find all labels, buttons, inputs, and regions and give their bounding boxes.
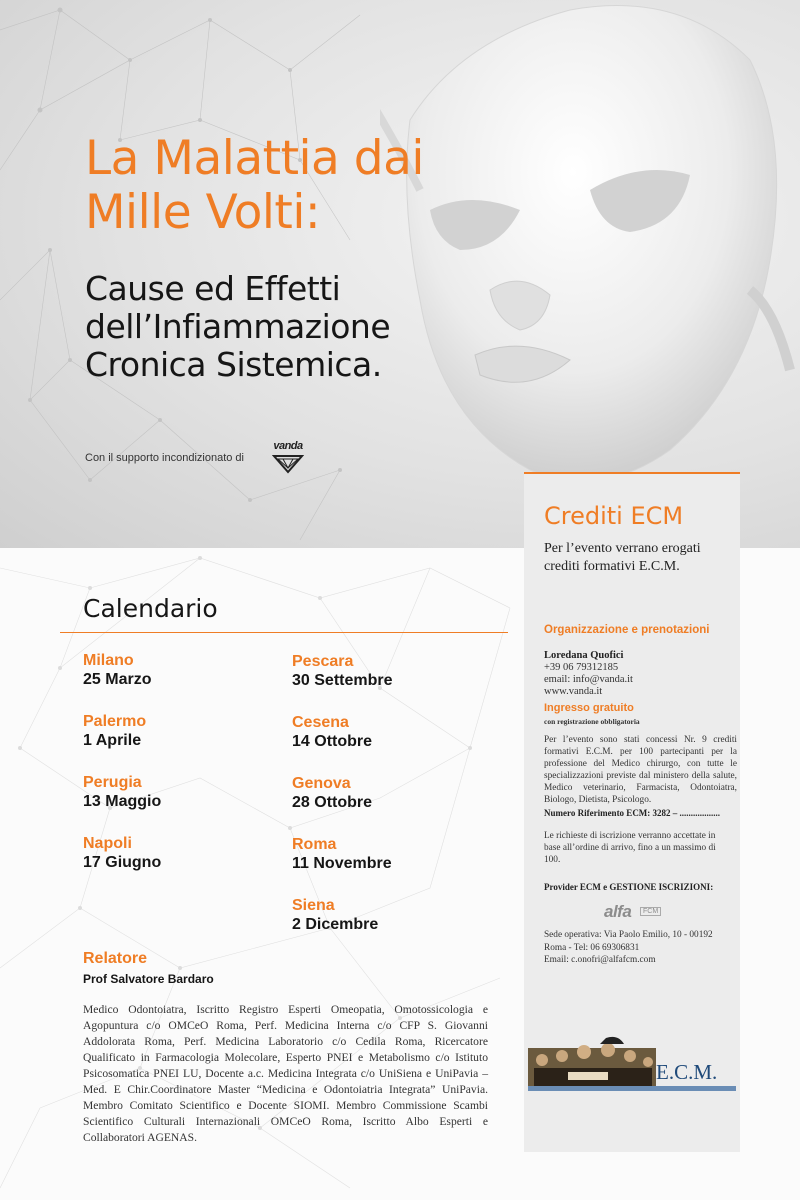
event-subtitle xyxy=(85,270,390,384)
calendar-entry xyxy=(292,713,492,752)
panel-title: Crediti ECM xyxy=(544,502,684,530)
event-subtitle-line: dell’Infiammazione xyxy=(85,307,391,346)
event-subtitle-line: Cause ed Effetti xyxy=(85,269,341,308)
relatore-bio: Medico Odontoiatra, Iscritto Registro Esperti Omeopatia, Omotossicologia e Agopuntura c/o OMCeO Roma, Perf. Medicina Interna c/o CFP S. Giovanni Addolorata Roma, Perf. Medicina Laboratorio c/o Cedila Roma, Ricercatore Qualificato in Farmacologia Molecolare, Esperto PNEI e Metabolismo c/o Istituto Psicosomatica PNEI LU, Docente a.c. Medicina Integrata c/o UniSiena e UniPavia – Med. E Chir.Coordinatore Master “Medicina e Odontoiatria Integrata” UniPavia. Membro Comitato Scientifico e Docente SIOMI. Membro Commissione Scambi Scientifico Culturali Internazionali OMCeO Roma, Iscritto Albo Esperti e Collaboratori AGENAS. xyxy=(83,1003,488,1144)
city-name: Roma xyxy=(292,836,337,853)
sede-tel: Roma - Tel: 06 69306831 xyxy=(544,942,640,953)
hero-banner xyxy=(0,0,800,548)
alfa-fcm-logo xyxy=(604,902,684,924)
sede-email: Email: c.onofri@alfafcm.com xyxy=(544,955,656,965)
city-date: 30 Settembre xyxy=(292,672,393,689)
ecm-logo-text: E.C.M. xyxy=(656,1060,718,1084)
calendar-title: Calendario xyxy=(83,594,218,623)
contact-name: Loredana Quofici xyxy=(544,650,624,661)
ecm-logo xyxy=(528,1030,736,1102)
calendar-entry xyxy=(292,774,492,813)
relatore-title: Relatore xyxy=(83,950,148,967)
ingresso-label: Ingresso gratuito xyxy=(544,702,634,714)
calendar-entry xyxy=(83,651,283,690)
city-name: Pescara xyxy=(292,653,354,670)
calendar-entry xyxy=(292,835,492,874)
doctors-painting-icon xyxy=(528,1030,658,1090)
registration-note: con registrazione obbligatoria xyxy=(544,717,640,726)
calendar-entry xyxy=(83,712,283,751)
alfa-logo-tag: FCM xyxy=(640,907,661,916)
ecm-panel xyxy=(524,472,740,1152)
calendar-entry xyxy=(83,773,283,812)
city-name: Napoli xyxy=(83,835,132,852)
city-date: 11 Novembre xyxy=(292,855,392,872)
panel-subtitle: Per l’evento verrano erogati crediti formativi E.C.M. xyxy=(544,541,701,574)
calendar-entry xyxy=(292,896,492,935)
contact-email: email: info@vanda.it xyxy=(544,674,633,685)
event-subtitle-line: Cronica Sistemica. xyxy=(85,345,382,384)
city-name: Siena xyxy=(292,897,335,914)
calendar-divider xyxy=(60,632,508,633)
city-name: Milano xyxy=(83,652,134,669)
registration-text: Le richieste di iscrizione verranno accettate in base all’ordine di arrivo, fino a un massimo di 100. xyxy=(544,831,716,865)
alfa-logo-word: alfa xyxy=(604,902,632,921)
city-date: 14 Ottobre xyxy=(292,733,373,750)
city-date: 17 Giugno xyxy=(83,854,162,871)
contact-block xyxy=(544,650,734,698)
event-title-line: Mille Volti: xyxy=(85,185,321,240)
city-date: 2 Dicembre xyxy=(292,916,379,933)
contact-phone: +39 06 79312185 xyxy=(544,662,619,673)
sede-block xyxy=(544,929,739,967)
calendar-entry xyxy=(83,834,283,873)
city-name: Cesena xyxy=(292,714,349,731)
provider-label: Provider ECM e GESTIONE ISCRIZIONI: xyxy=(544,882,714,892)
org-title: Organizzazione e prenotazioni xyxy=(544,624,710,636)
city-date: 25 Marzo xyxy=(83,671,152,688)
credits-text: Per l’evento sono stati concessi Nr. 9 crediti formativi E.C.M. per 100 partecipanti per la professione del Medico chirurgo, con tutte le specializzazioni previste dal ministero della salute, Medico veterinario, Farmacista, Odontoiatra, Biologo, Dietista, Psicologo. xyxy=(544,735,737,805)
ecm-reference: Numero Riferimento ECM: 3282 – .................. xyxy=(544,808,721,818)
city-name: Perugia xyxy=(83,774,142,791)
support-text: Con il supporto incondizionato di xyxy=(85,452,244,464)
contact-website: www.vanda.it xyxy=(544,686,603,697)
vanda-logo xyxy=(266,440,310,476)
city-name: Genova xyxy=(292,775,351,792)
ecm-logo-bar xyxy=(528,1086,736,1091)
white-mask-illustration xyxy=(380,0,800,548)
event-title xyxy=(85,132,424,240)
vanda-logo-text: vanda xyxy=(273,440,303,452)
city-name: Palermo xyxy=(83,713,147,730)
sede-address: Sede operativa: Via Paolo Emilio, 10 - 00192 xyxy=(544,930,713,940)
city-date: 28 Ottobre xyxy=(292,794,373,811)
calendar-entry xyxy=(292,652,492,691)
relatore-name: Prof Salvatore Bardaro xyxy=(83,972,214,986)
city-date: 13 Maggio xyxy=(83,793,162,810)
event-title-line: La Malattia dai xyxy=(85,131,424,186)
city-date: 1 Aprile xyxy=(83,732,142,749)
diamond-icon xyxy=(272,452,304,474)
